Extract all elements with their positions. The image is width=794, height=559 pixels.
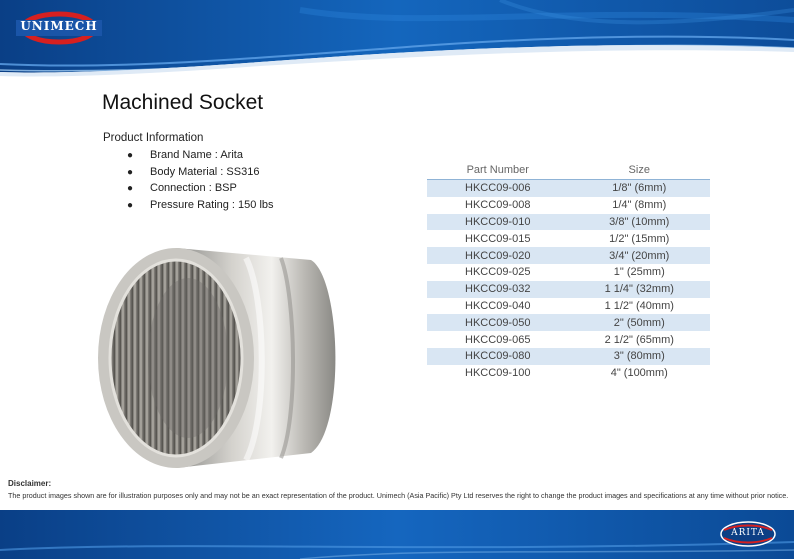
size-cell: 3/4" (20mm) bbox=[569, 247, 711, 264]
body-material-text: Body Material : SS316 bbox=[150, 165, 260, 178]
size-cell: 1/4" (8mm) bbox=[612, 199, 667, 212]
table-row bbox=[427, 247, 710, 264]
size-cell: 1/2" (15mm) bbox=[609, 232, 670, 245]
size-cell: 2" (50mm) bbox=[569, 314, 711, 331]
part-number-cell: HKCC09-020 bbox=[427, 247, 569, 264]
table-row bbox=[427, 348, 710, 365]
part-number-cell: HKCC09-080 bbox=[427, 348, 569, 365]
product-image bbox=[96, 238, 356, 478]
part-number-cell: HKCC09-015 bbox=[465, 232, 531, 245]
part-number-cell: HKCC09-010 bbox=[427, 214, 569, 231]
table-header-row bbox=[427, 161, 710, 180]
size-cell: 1 1/4" (32mm) bbox=[569, 281, 711, 298]
size-cell: 3/8" (10mm) bbox=[569, 214, 711, 231]
product-info-heading: Product Information bbox=[103, 132, 204, 144]
size-cell: 3" (80mm) bbox=[569, 348, 711, 365]
table-row bbox=[427, 365, 710, 382]
list-item: ● Brand Name : Arita bbox=[127, 149, 243, 161]
size-cell: 2 1/2" (65mm) bbox=[604, 333, 674, 346]
table-row bbox=[427, 197, 710, 214]
footer-banner bbox=[0, 510, 794, 559]
size-cell: 1/8" (6mm) bbox=[569, 180, 711, 197]
part-number-cell: HKCC09-065 bbox=[465, 333, 531, 346]
table-row bbox=[427, 331, 710, 348]
size-header: Size bbox=[569, 161, 711, 180]
table-row bbox=[427, 264, 710, 281]
disclaimer bbox=[8, 479, 794, 500]
product-info-list bbox=[127, 149, 274, 215]
list-item: ● Pressure Rating : 150 lbs bbox=[127, 198, 274, 211]
part-number-cell: HKCC09-006 bbox=[427, 180, 569, 197]
size-cell: 4" (100mm) bbox=[610, 367, 668, 380]
unimech-logo bbox=[16, 8, 102, 48]
table-row bbox=[427, 214, 710, 231]
header-banner bbox=[0, 0, 794, 80]
page-title: Machined Socket bbox=[102, 91, 264, 114]
arita-logo bbox=[718, 519, 778, 549]
part-number-cell: HKCC09-040 bbox=[465, 299, 531, 312]
part-number-cell: HKCC09-050 bbox=[427, 314, 569, 331]
brand-name-text: Brand Name : Arita bbox=[150, 149, 243, 161]
pressure-rating-text: Pressure Rating : 150 lbs bbox=[150, 198, 274, 211]
disclaimer-label: Disclaimer: bbox=[8, 479, 52, 488]
table-row bbox=[427, 230, 710, 247]
part-number-cell: HKCC09-008 bbox=[465, 199, 531, 212]
list-item: ● Body Material : SS316 bbox=[127, 165, 260, 178]
table-row bbox=[427, 281, 710, 298]
part-number-cell: HKCC09-100 bbox=[465, 367, 531, 380]
arita-logo-text: ARITA bbox=[731, 528, 765, 538]
size-cell: 1" (25mm) bbox=[613, 266, 665, 279]
part-number-cell: HKCC09-032 bbox=[427, 281, 569, 298]
table-row bbox=[427, 314, 710, 331]
logo-text: UNIMECH bbox=[20, 19, 98, 33]
connection-text: Connection : BSP bbox=[150, 182, 237, 194]
table-row bbox=[427, 180, 710, 197]
disclaimer-text: The product images shown are for illustration purposes only and may not be an exact representation of the product. Unimech (Asia Pacific) Pty Ltd reserves the right to change the product images and specifications at any time without prior notice. bbox=[8, 491, 789, 500]
part-number-cell: HKCC09-025 bbox=[465, 266, 531, 279]
part-number-table bbox=[427, 161, 710, 382]
part-number-header: Part Number bbox=[427, 161, 569, 180]
list-item: ● Connection : BSP bbox=[127, 182, 237, 194]
table-row bbox=[427, 298, 710, 315]
size-cell: 1 1/2" (40mm) bbox=[604, 299, 674, 312]
